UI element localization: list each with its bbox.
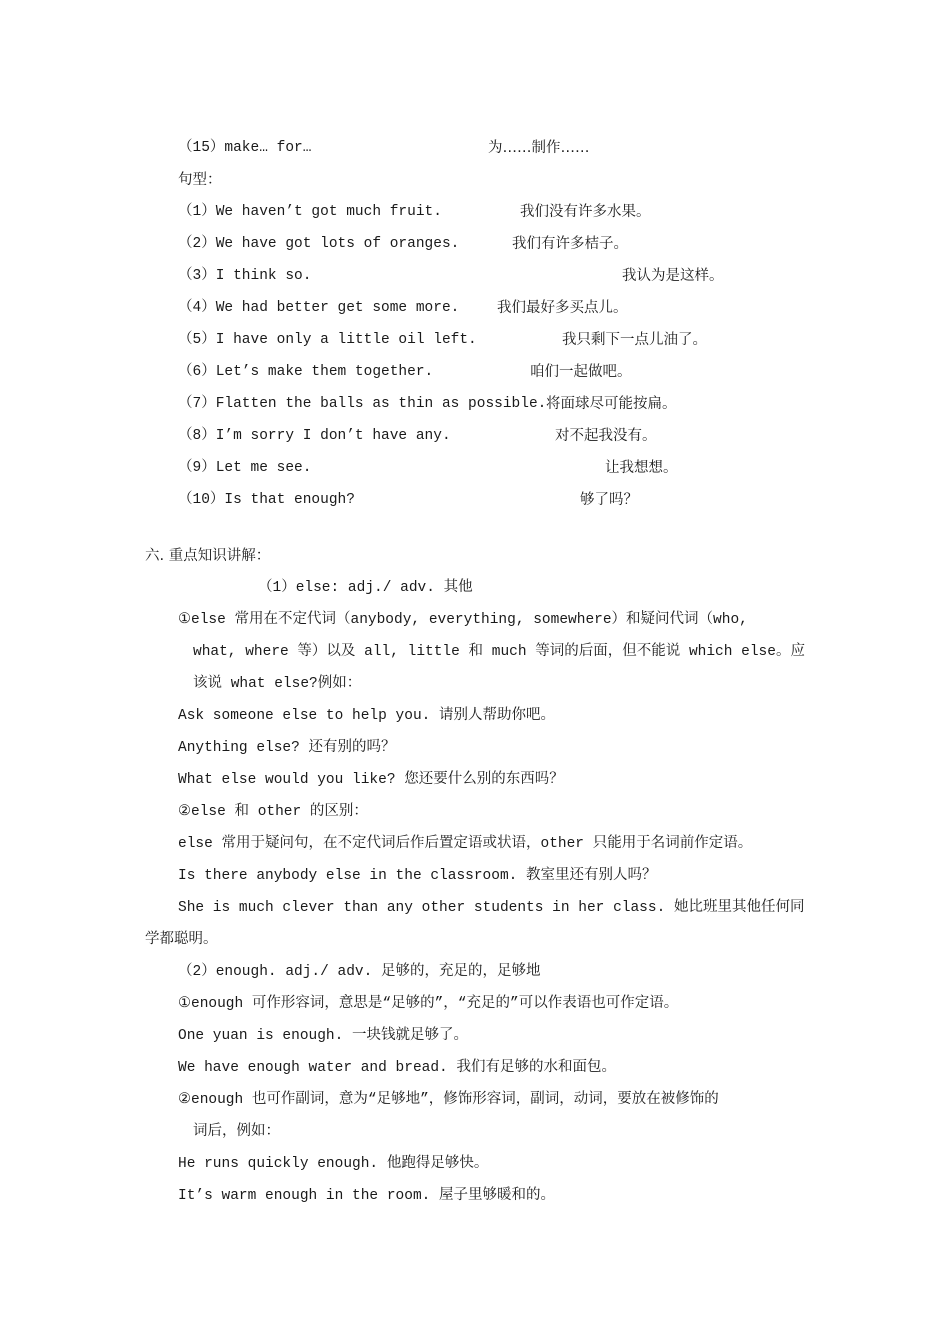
sentence-pattern-heading: 句型： (178, 172, 222, 188)
example-8: He runs quickly enough. 他跑得足够快。 (178, 1156, 489, 1172)
example-5-line-2: 学都聪明。 (145, 932, 218, 948)
sentence-1-chinese: 我们没有许多水果。 (520, 204, 651, 220)
phrase-15-english: （15）make… for… (178, 140, 312, 156)
sentence-5-chinese: 我只剩下一点儿油了。 (562, 332, 707, 348)
sentence-2-english: （2）We have got lots of oranges. (178, 236, 460, 252)
item-1-note-1-line-2: what, where 等）以及 all, little 和 much 等词的后面，但不能说 which else。应 (193, 644, 805, 660)
sentence-3-english: （3）I think so. (178, 268, 312, 284)
example-3: What else would you like? 您还要什么别的东西吗？ (178, 772, 564, 788)
example-4: Is there anybody else in the classroom. 教室里还有别人吗？ (178, 868, 657, 884)
sentence-3-chinese: 我认为是这样。 (622, 268, 724, 284)
item-1-note-2-text: else 常用于疑问句，在不定代词后作后置定语或状语，other 只能用于名词前作定语。 (178, 836, 753, 852)
sentence-4-chinese: 我们最好多买点儿。 (497, 300, 628, 316)
sentence-9-chinese: 让我想想。 (605, 460, 678, 476)
item-2-note-2-line-1: ②enough 也可作副词，意为“足够地”，修饰形容词，副词，动词，要放在被修饰的 (178, 1092, 719, 1108)
sentence-10-english: （10）Is that enough? (178, 492, 355, 508)
sentence-6-english: （6）Let’s make them together. (178, 364, 434, 380)
item-2-title: （2）enough. adj./ adv. 足够的，充足的，足够地 (178, 964, 541, 980)
item-1-note-1-line-1: ①else 常用在不定代词（anybody, everything, somewhere）和疑问代词（who, (178, 612, 748, 628)
sentence-6-chinese: 咱们一起做吧。 (530, 364, 632, 380)
sentence-7-chinese: 将面球尽可能按扁。 (546, 396, 677, 412)
example-5-line-1: She is much clever than any other students in her class. 她比班里其他任何同 (178, 900, 805, 916)
sentence-9-english: （9）Let me see. (178, 460, 312, 476)
sentence-1-english: （1）We haven’t got much fruit. (178, 204, 442, 220)
example-7: We have enough water and bread. 我们有足够的水和面包。 (178, 1060, 616, 1076)
item-2-note-1: ①enough 可作形容词，意思是“足够的”，“充足的”可以作表语也可作定语。 (178, 996, 679, 1012)
item-1-title: （1）else: adj./ adv. 其他 (258, 580, 473, 596)
sentence-5-english: （5）I have only a little oil left. (178, 332, 477, 348)
phrase-15-chinese: 为……制作…… (488, 140, 590, 156)
sentence-4-english: （4）We had better get some more. (178, 300, 460, 316)
example-6: One yuan is enough. 一块钱就足够了。 (178, 1028, 469, 1044)
example-9: It’s warm enough in the room. 屋子里够暖和的。 (178, 1188, 556, 1204)
item-1-note-2-heading: ②else 和 other 的区别： (178, 804, 368, 820)
example-1: Ask someone else to help you. 请别人帮助你吧。 (178, 708, 556, 724)
sentence-10-chinese: 够了吗？ (580, 492, 638, 508)
example-2: Anything else? 还有别的吗？ (178, 740, 396, 756)
sentence-7-english: （7）Flatten the balls as thin as possible. (178, 396, 547, 412)
sentence-8-chinese: 对不起我没有。 (555, 428, 657, 444)
item-1-note-1-line-3: 该说 what else?例如： (193, 676, 362, 692)
section-6-heading: 六. 重点知识讲解： (145, 548, 271, 564)
sentence-2-chinese: 我们有许多桔子。 (512, 236, 628, 252)
sentence-8-english: （8）I’m sorry I don’t have any. (178, 428, 451, 444)
item-2-note-2-line-2: 词后，例如： (193, 1124, 280, 1140)
